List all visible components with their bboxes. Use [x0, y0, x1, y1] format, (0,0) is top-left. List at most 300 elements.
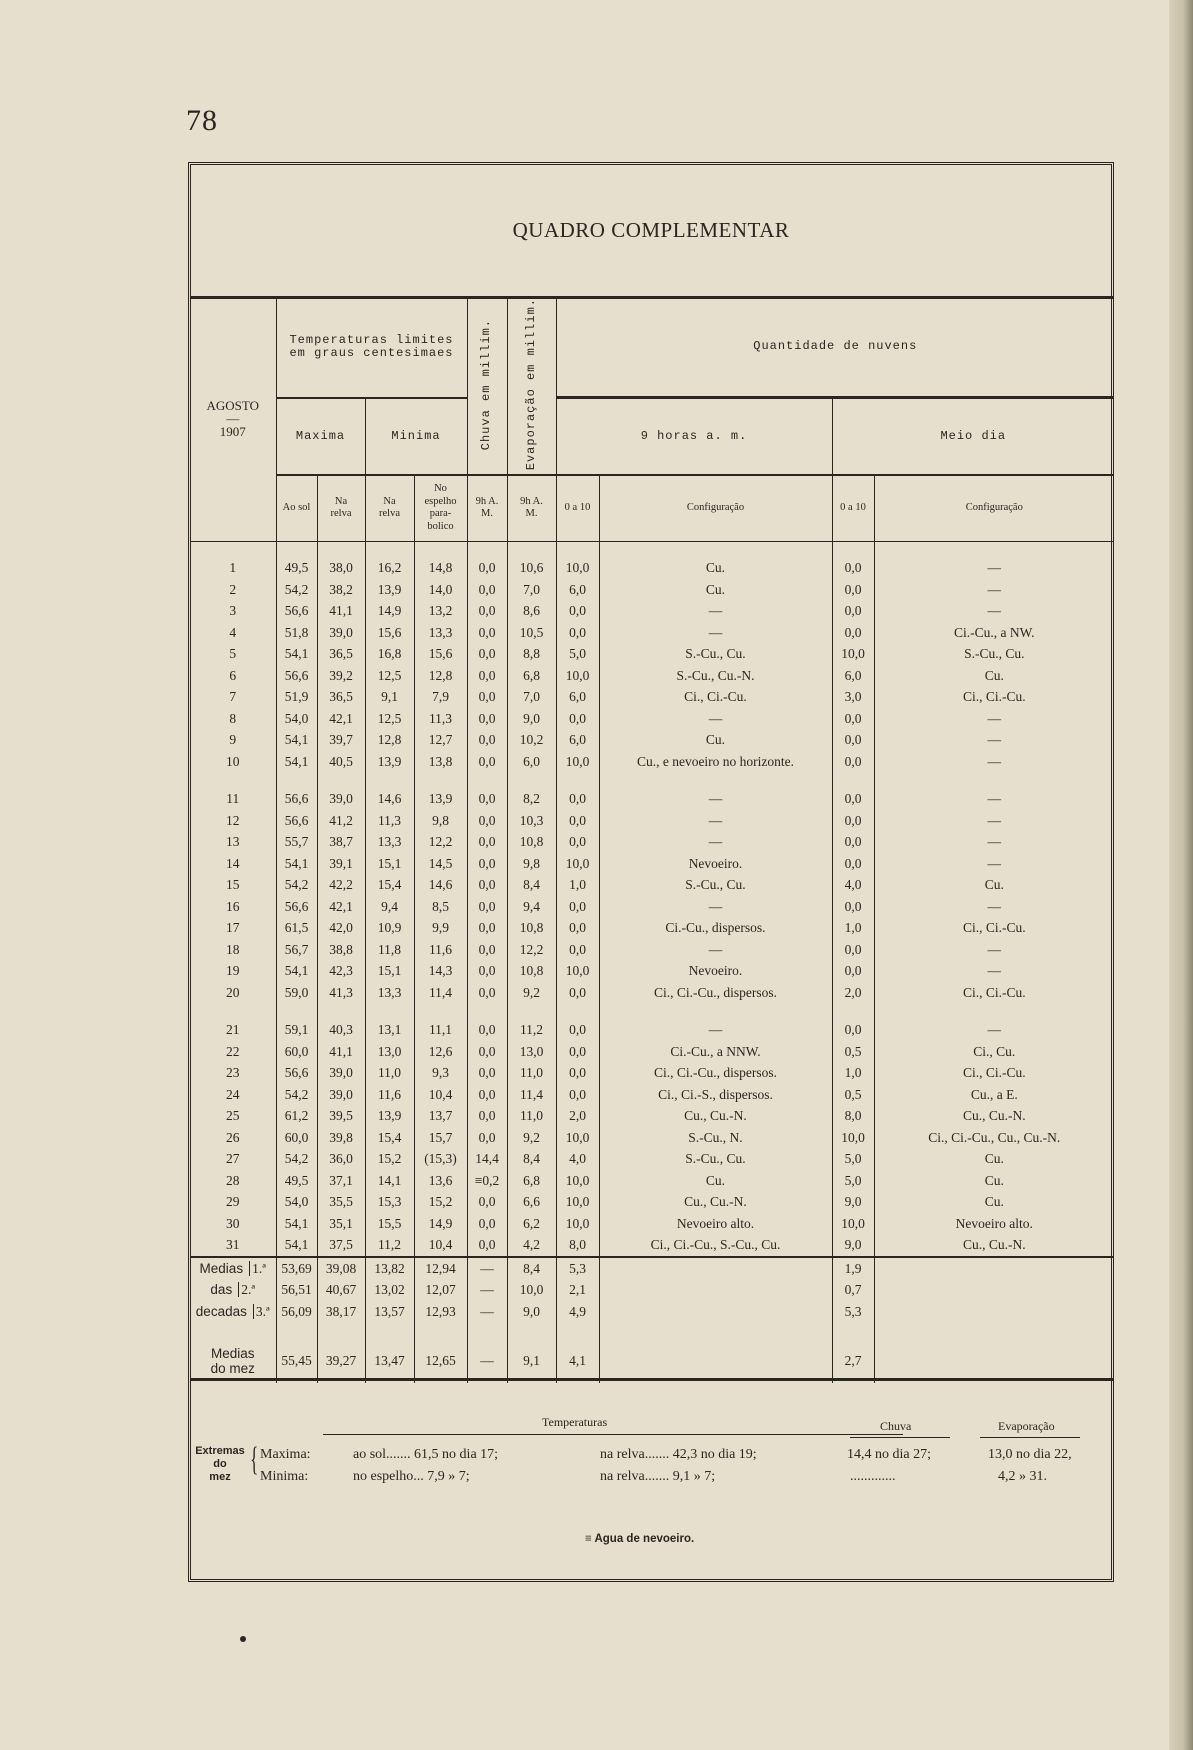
cell-evaporacao: 9,8: [507, 853, 556, 875]
cell-evaporacao: 6,2: [507, 1213, 556, 1235]
cell-day: 18: [226, 941, 240, 957]
cell-config-meio-dia: —: [874, 751, 1114, 773]
cell-evaporacao: 6,8: [507, 665, 556, 687]
table-row: [190, 939, 1114, 961]
cell-max-sol: 61,5: [276, 918, 317, 940]
cell-min-espelho: 9,8: [414, 810, 467, 832]
spacer-cell: [874, 1323, 1114, 1339]
cell-nuvens-9h: 0,0: [556, 1084, 599, 1106]
month-mean-label: [190, 1339, 276, 1383]
table-row: [190, 579, 1114, 601]
cell-config-9h: Nevoeiro.: [599, 853, 832, 875]
table-row: [190, 1041, 1114, 1063]
decade-label: [190, 1280, 276, 1302]
cell-min-espelho: 7,9: [414, 687, 467, 709]
cell-max-relva: 39,0: [317, 1084, 365, 1106]
spacer-cell: [317, 541, 365, 558]
cell-nuvens-meio-dia: 6,0: [832, 665, 874, 687]
spacer-cell: [467, 541, 507, 558]
ink-dot: [240, 1636, 246, 1642]
cell-day: 25: [226, 1108, 240, 1124]
spacer-cell: [276, 773, 317, 789]
cell-chuva: 0,0: [467, 832, 507, 854]
summary-cell-min-relva: 13,02: [365, 1280, 414, 1302]
cell-nuvens-9h: 5,0: [556, 644, 599, 666]
cell-chuva: 0,0: [467, 1063, 507, 1085]
spacer-cell: [599, 541, 832, 558]
cell-min-relva: 15,5: [365, 1213, 414, 1235]
spacer-cell: [190, 541, 276, 558]
cell-config-9h: Ci., Ci.-Cu.: [599, 687, 832, 709]
decade-word: Medias: [199, 1260, 244, 1276]
cell-max-relva: 39,2: [317, 665, 365, 687]
spacer-cell: [467, 1004, 507, 1020]
cell-config-9h: S.-Cu., Cu.: [599, 644, 832, 666]
cell-max-relva: 35,1: [317, 1213, 365, 1235]
cell-min-relva: 15,4: [365, 1127, 414, 1149]
cell-min-relva: 11,2: [365, 1235, 414, 1258]
cell-nuvens-9h: 0,0: [556, 1041, 599, 1063]
cell-min-relva: 13,9: [365, 751, 414, 773]
extremas-word: Extremas: [195, 1445, 245, 1457]
cell-nuvens-9h: 0,0: [556, 708, 599, 730]
cell-config-meio-dia: —: [874, 558, 1114, 580]
footer-temperaturas: Temperaturas: [542, 1415, 608, 1429]
month-mean-cell-max-sol: 55,45: [276, 1339, 317, 1383]
month-mean-word: Medias: [210, 1345, 255, 1361]
cell-nuvens-9h: 0,0: [556, 1063, 599, 1085]
summary-cell-config-meio-dia: [874, 1257, 1114, 1280]
cell-max-relva: 41,3: [317, 982, 365, 1004]
cell-min-relva: 10,9: [365, 918, 414, 940]
month-mean-cell-chuva: —: [467, 1339, 507, 1383]
cell-max-sol: 49,5: [276, 558, 317, 580]
cell-nuvens-meio-dia: 0,0: [832, 558, 874, 580]
evaporacao-label: Evaporação em millim.: [523, 298, 538, 471]
table-row: [190, 1063, 1114, 1085]
spacer-cell: [276, 1323, 317, 1339]
cell-config-9h: Ci., Ci.-Cu., dispersos.: [599, 982, 832, 1004]
cell-config-meio-dia: —: [874, 939, 1114, 961]
cell-nuvens-meio-dia: 1,0: [832, 1063, 874, 1085]
cell-nuvens-meio-dia: 3,0: [832, 687, 874, 709]
cell-nuvens-9h: 6,0: [556, 579, 599, 601]
cell-min-espelho: 14,0: [414, 579, 467, 601]
cell-nuvens-9h: 2,0: [556, 1106, 599, 1128]
cell-max-sol: 56,6: [276, 789, 317, 811]
summary-cell-nuvens-9h: 5,3: [556, 1257, 599, 1280]
cell-config-9h: Cu.: [599, 579, 832, 601]
month-mean-cell-min-relva: 13,47: [365, 1339, 414, 1383]
chuva-time-header: 9h A. M.: [467, 475, 507, 541]
row-spacer: [190, 1004, 1114, 1020]
cell-chuva: 0,0: [467, 751, 507, 773]
spacer-cell: [874, 1004, 1114, 1020]
cell-chuva: 0,0: [467, 1192, 507, 1214]
cell-config-meio-dia: Cu.: [874, 665, 1114, 687]
spacer-cell: [414, 773, 467, 789]
cell-config-9h: Nevoeiro alto.: [599, 1213, 832, 1235]
cell-max-sol: 56,6: [276, 1063, 317, 1085]
footer-brace: {: [250, 1441, 259, 1478]
footer-min-evap: 4,2 » 31.: [998, 1469, 1047, 1484]
cell-max-relva: 39,0: [317, 622, 365, 644]
cell-day: 29: [226, 1194, 240, 1210]
summary-cell-min-relva: 13,82: [365, 1257, 414, 1280]
footer-evaporacao: Evaporação: [998, 1419, 1055, 1433]
cell-evaporacao: 8,8: [507, 644, 556, 666]
cell-config-meio-dia: Cu., Cu.-N.: [874, 1106, 1114, 1128]
cell-day: 3: [229, 603, 237, 619]
cell-nuvens-meio-dia: 0,5: [832, 1084, 874, 1106]
table-row: [190, 1149, 1114, 1171]
cell-max-sol: 56,6: [276, 665, 317, 687]
cell-config-9h: Ci., Ci.-Cu., S.-Cu., Cu.: [599, 1235, 832, 1258]
cell-evaporacao: 6,0: [507, 751, 556, 773]
cell-day: 30: [226, 1215, 240, 1231]
cell-config-meio-dia: —: [874, 810, 1114, 832]
cell-day: 13: [226, 834, 240, 850]
cell-min-relva: 15,2: [365, 1149, 414, 1171]
cell-evaporacao: 8,2: [507, 789, 556, 811]
row-spacer: [190, 773, 1114, 789]
cell-max-sol: 54,1: [276, 730, 317, 752]
spacer-cell: [190, 1004, 276, 1020]
cell-min-relva: 13,0: [365, 1041, 414, 1063]
summary-cell-min-espelho: 12,94: [414, 1257, 467, 1280]
cell-max-sol: 59,1: [276, 1020, 317, 1042]
cell-day: 27: [226, 1151, 240, 1167]
cell-nuvens-9h: 1,0: [556, 875, 599, 897]
cell-evaporacao: 13,0: [507, 1041, 556, 1063]
summary-cell-config-meio-dia: [874, 1280, 1114, 1302]
decade-row: [190, 1280, 1114, 1302]
cell-nuvens-9h: 10,0: [556, 558, 599, 580]
spacer-cell: [365, 1323, 414, 1339]
cell-day: 10: [226, 753, 240, 769]
cell-day: 7: [229, 689, 237, 705]
cell-config-meio-dia: Ci., Ci.-Cu.: [874, 687, 1114, 709]
cell-evaporacao: 4,2: [507, 1235, 556, 1258]
cell-chuva: 0,0: [467, 1084, 507, 1106]
summary-cell-nuvens-9h: 2,1: [556, 1280, 599, 1302]
footer-extremas-label: [194, 1445, 246, 1485]
footer-min-espelho: no espelho... 7,9 » 7;: [353, 1469, 470, 1484]
cell-min-espelho: 15,7: [414, 1127, 467, 1149]
summary-cell-evaporacao: 10,0: [507, 1280, 556, 1302]
year-label: 1907: [219, 424, 246, 440]
cell-evaporacao: 6,6: [507, 1192, 556, 1214]
cell-min-espelho: 13,9: [414, 789, 467, 811]
cell-evaporacao: 7,0: [507, 687, 556, 709]
cell-evaporacao: 8,4: [507, 1149, 556, 1171]
month-mean-cell-nuvens-meio-dia: 2,7: [832, 1339, 874, 1383]
scale-1-header: 0 a 10: [556, 475, 599, 541]
cell-nuvens-meio-dia: 0,0: [832, 601, 874, 623]
cell-max-relva: 39,1: [317, 853, 365, 875]
cell-max-relva: 40,5: [317, 751, 365, 773]
cell-nuvens-9h: 0,0: [556, 939, 599, 961]
cell-min-relva: 12,8: [365, 730, 414, 752]
cell-day: 11: [226, 791, 240, 807]
cell-config-9h: S.-Cu., Cu.-N.: [599, 665, 832, 687]
spacer-cell: [599, 1323, 832, 1339]
cell-nuvens-9h: 0,0: [556, 1020, 599, 1042]
cell-day: 6: [229, 667, 237, 683]
cell-config-9h: —: [599, 939, 832, 961]
climate-table: [190, 298, 1114, 1383]
cell-max-sol: 54,2: [276, 875, 317, 897]
cell-day: 26: [226, 1129, 240, 1145]
config-1-header: Configuração: [599, 475, 832, 541]
cell-config-9h: —: [599, 810, 832, 832]
nuvens-header: Quantidade de nuvens: [556, 298, 1114, 398]
scale-2-header: 0 a 10: [832, 475, 874, 541]
cell-min-espelho: 12,2: [414, 832, 467, 854]
summary-cell-chuva: —: [467, 1257, 507, 1280]
cell-max-relva: 36,0: [317, 1149, 365, 1171]
cell-config-9h: Cu., Cu.-N.: [599, 1192, 832, 1214]
table-row: [190, 1020, 1114, 1042]
cell-evaporacao: 12,2: [507, 939, 556, 961]
na-relva-min-header: Na relva: [365, 475, 414, 541]
month-mean-word: do mez: [210, 1360, 255, 1376]
cell-min-espelho: 15,6: [414, 644, 467, 666]
maxima-header: Maxima: [276, 398, 365, 476]
cell-evaporacao: 7,0: [507, 579, 556, 601]
spacer-cell: [556, 1323, 599, 1339]
footer-chuva-rule: [850, 1437, 950, 1438]
cell-nuvens-meio-dia: 0,0: [832, 730, 874, 752]
table-row: [190, 730, 1114, 752]
spacer-cell: [507, 1004, 556, 1020]
cell-min-relva: 11,0: [365, 1063, 414, 1085]
spacer-cell: [365, 1004, 414, 1020]
cell-day: 14: [226, 855, 240, 871]
footer-note: ≡ Agua de nevoeiro.: [585, 1533, 695, 1545]
month-header: [190, 298, 276, 541]
row-spacer: [190, 541, 1114, 558]
cell-max-relva: 39,5: [317, 1106, 365, 1128]
cell-config-meio-dia: —: [874, 832, 1114, 854]
cell-nuvens-9h: 0,0: [556, 601, 599, 623]
cell-day: 22: [226, 1043, 240, 1059]
ao-sol-header: Ao sol: [276, 475, 317, 541]
footer-max-sol: ao sol....... 61,5 no dia 17;: [353, 1447, 499, 1462]
cell-nuvens-meio-dia: 2,0: [832, 982, 874, 1004]
cell-config-9h: Cu., e nevoeiro no horizonte.: [599, 751, 832, 773]
cell-chuva: 0,0: [467, 961, 507, 983]
cell-config-meio-dia: —: [874, 896, 1114, 918]
footer-minima-label: Minima:: [260, 1469, 309, 1484]
cell-chuva: 0,0: [467, 853, 507, 875]
cell-max-relva: 41,1: [317, 1041, 365, 1063]
cell-nuvens-meio-dia: 0,5: [832, 1041, 874, 1063]
cell-nuvens-meio-dia: 0,0: [832, 939, 874, 961]
cell-max-sol: 54,2: [276, 1084, 317, 1106]
cell-min-espelho: 10,4: [414, 1235, 467, 1258]
cell-config-9h: Cu.: [599, 558, 832, 580]
cell-max-sol: 54,1: [276, 644, 317, 666]
cell-nuvens-meio-dia: 10,0: [832, 644, 874, 666]
table-row: [190, 982, 1114, 1004]
cell-config-9h: Cu., Cu.-N.: [599, 1106, 832, 1128]
spacer-cell: [190, 1323, 276, 1339]
cell-config-meio-dia: S.-Cu., Cu.: [874, 644, 1114, 666]
summary-cell-chuva: —: [467, 1301, 507, 1323]
cell-evaporacao: 8,6: [507, 601, 556, 623]
cell-chuva: 0,0: [467, 1020, 507, 1042]
cell-chuva: ≡0,2: [467, 1170, 507, 1192]
cell-day: 23: [226, 1065, 240, 1081]
month-mean-cell-nuvens-9h: 4,1: [556, 1339, 599, 1383]
cell-config-meio-dia: Nevoeiro alto.: [874, 1213, 1114, 1235]
spacer-cell: [832, 1004, 874, 1020]
cell-nuvens-9h: 10,0: [556, 665, 599, 687]
cell-config-meio-dia: —: [874, 730, 1114, 752]
cell-min-espelho: 12,6: [414, 1041, 467, 1063]
cell-nuvens-9h: 4,0: [556, 1149, 599, 1171]
summary-cell-max-relva: 38,17: [317, 1301, 365, 1323]
summary-cell-config-meio-dia: [874, 1301, 1114, 1323]
cell-max-relva: 35,5: [317, 1192, 365, 1214]
cell-max-relva: 41,2: [317, 810, 365, 832]
table-row: [190, 687, 1114, 709]
cell-chuva: 0,0: [467, 730, 507, 752]
cell-config-9h: S.-Cu., Cu.: [599, 875, 832, 897]
summary-cell-min-relva: 13,57: [365, 1301, 414, 1323]
cell-nuvens-9h: 0,0: [556, 918, 599, 940]
cell-config-9h: Ci., Ci.-S., dispersos.: [599, 1084, 832, 1106]
spacer-cell: [365, 541, 414, 558]
summary-cell-nuvens-meio-dia: 1,9: [832, 1257, 874, 1280]
cell-config-meio-dia: Ci., Ci.-Cu.: [874, 982, 1114, 1004]
summary-cell-max-relva: 40,67: [317, 1280, 365, 1302]
decade-label: [190, 1257, 276, 1280]
cell-nuvens-9h: 0,0: [556, 622, 599, 644]
summary-cell-max-sol: 56,51: [276, 1280, 317, 1302]
table-row: [190, 896, 1114, 918]
meio-dia-header: Meio dia: [832, 398, 1114, 476]
cell-min-espelho: 14,5: [414, 853, 467, 875]
cell-max-relva: 38,8: [317, 939, 365, 961]
cell-evaporacao: 8,4: [507, 875, 556, 897]
cell-chuva: 0,0: [467, 789, 507, 811]
spacer-cell: [414, 541, 467, 558]
cell-max-relva: 36,5: [317, 687, 365, 709]
cell-nuvens-9h: 0,0: [556, 832, 599, 854]
month-dash: —: [226, 411, 240, 427]
cell-max-sol: 54,1: [276, 1213, 317, 1235]
summary-cell-config-9h: [599, 1280, 832, 1302]
cell-nuvens-9h: 0,0: [556, 789, 599, 811]
cell-min-relva: 9,1: [365, 687, 414, 709]
do-word: do: [213, 1458, 227, 1471]
temp-group-header: Temperaturas limites em graus centesimaes: [276, 298, 467, 398]
cell-max-relva: 42,1: [317, 896, 365, 918]
cell-min-espelho: 11,3: [414, 708, 467, 730]
cell-config-9h: S.-Cu., Cu.: [599, 1149, 832, 1171]
cell-evaporacao: 10,6: [507, 558, 556, 580]
spacer-cell: [556, 541, 599, 558]
cell-chuva: 0,0: [467, 622, 507, 644]
table-row: [190, 622, 1114, 644]
cell-max-sol: 54,1: [276, 853, 317, 875]
table-body: [190, 541, 1114, 1257]
cell-evaporacao: 11,0: [507, 1106, 556, 1128]
cell-nuvens-meio-dia: 4,0: [832, 875, 874, 897]
cell-config-9h: —: [599, 832, 832, 854]
cell-config-meio-dia: —: [874, 1020, 1114, 1042]
cell-max-sol: 51,8: [276, 622, 317, 644]
cell-nuvens-9h: 10,0: [556, 1192, 599, 1214]
decade-number: 1.ª: [249, 1261, 266, 1276]
spacer-cell: [599, 773, 832, 789]
month-mean-cell-evaporacao: 9,1: [507, 1339, 556, 1383]
cell-nuvens-meio-dia: 1,0: [832, 918, 874, 940]
cell-config-meio-dia: —: [874, 708, 1114, 730]
cell-min-espelho: 12,8: [414, 665, 467, 687]
cell-max-sol: 56,6: [276, 896, 317, 918]
cell-nuvens-meio-dia: 5,0: [832, 1170, 874, 1192]
table-row: [190, 918, 1114, 940]
cell-config-meio-dia: Ci., Ci.-Cu., Cu., Cu.-N.: [874, 1127, 1114, 1149]
summary-cell-min-espelho: 12,93: [414, 1301, 467, 1323]
cell-chuva: 14,4: [467, 1149, 507, 1171]
spacer-cell: [414, 1004, 467, 1020]
cell-min-espelho: 11,1: [414, 1020, 467, 1042]
cell-nuvens-meio-dia: 9,0: [832, 1192, 874, 1214]
cell-nuvens-meio-dia: 0,0: [832, 896, 874, 918]
cell-min-relva: 13,1: [365, 1020, 414, 1042]
cell-config-meio-dia: Cu.: [874, 1192, 1114, 1214]
cell-min-espelho: 15,2: [414, 1192, 467, 1214]
cell-min-espelho: 14,9: [414, 1213, 467, 1235]
table-row: [190, 1170, 1114, 1192]
cell-min-relva: 16,8: [365, 644, 414, 666]
cell-day: 12: [226, 812, 240, 828]
cell-min-relva: 13,3: [365, 832, 414, 854]
spacer-cell: [276, 1004, 317, 1020]
table-row: [190, 601, 1114, 623]
cell-chuva: 0,0: [467, 665, 507, 687]
cell-max-sol: 49,5: [276, 1170, 317, 1192]
cell-evaporacao: 11,0: [507, 1063, 556, 1085]
nove-horas-header: 9 horas a. m.: [556, 398, 832, 476]
cell-config-9h: —: [599, 1020, 832, 1042]
cell-chuva: 0,0: [467, 1235, 507, 1258]
cell-min-relva: 9,4: [365, 896, 414, 918]
cell-max-relva: 41,1: [317, 601, 365, 623]
cell-config-meio-dia: Cu., Cu.-N.: [874, 1235, 1114, 1258]
cell-nuvens-9h: 10,0: [556, 1213, 599, 1235]
cell-evaporacao: 11,4: [507, 1084, 556, 1106]
cell-nuvens-meio-dia: 0,0: [832, 1020, 874, 1042]
cell-config-9h: —: [599, 896, 832, 918]
chuva-header: [467, 298, 507, 475]
cell-max-sol: 54,1: [276, 961, 317, 983]
table-row: [190, 1106, 1114, 1128]
spacer-cell: [276, 541, 317, 558]
cell-evaporacao: 9,0: [507, 708, 556, 730]
cell-min-espelho: 9,9: [414, 918, 467, 940]
table-row: [190, 1127, 1114, 1149]
cell-config-9h: S.-Cu., N.: [599, 1127, 832, 1149]
cell-min-espelho: 13,3: [414, 622, 467, 644]
cell-min-relva: 11,6: [365, 1084, 414, 1106]
cell-day: 17: [226, 920, 240, 936]
cell-config-meio-dia: —: [874, 601, 1114, 623]
